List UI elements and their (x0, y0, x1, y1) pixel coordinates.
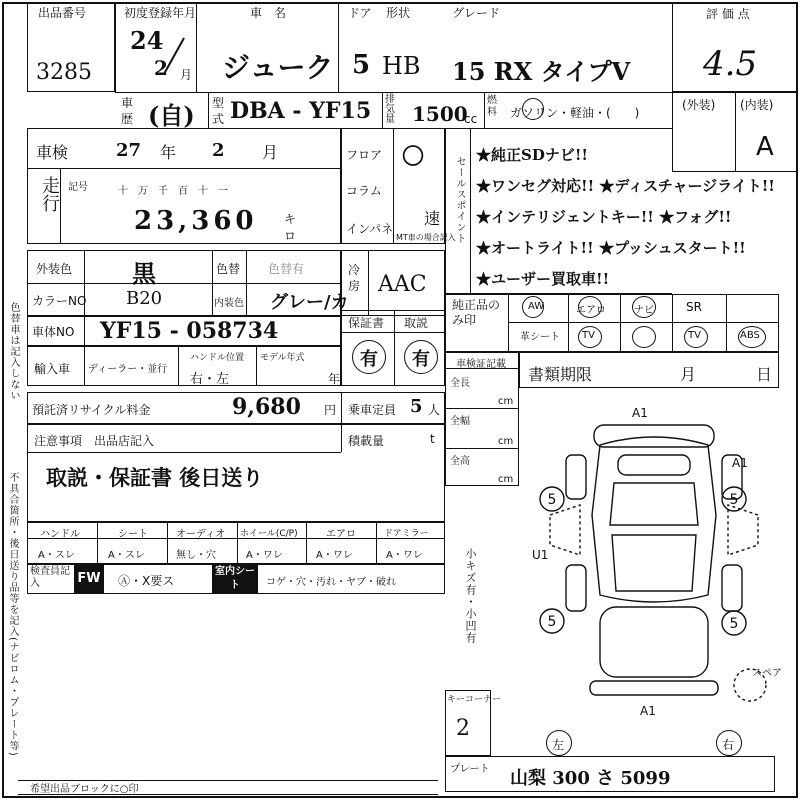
cond-header-audio: オーディオ (176, 529, 226, 540)
recycle-value: 9,680 (232, 394, 301, 420)
interior-color-value: グレー/カ (270, 292, 349, 313)
genuine-tv-2: TV (688, 330, 701, 341)
ac-label: 冷房 (348, 263, 361, 293)
first-reg-label: 初度登録年月 (124, 6, 197, 20)
ac-value: AAC (378, 272, 427, 297)
cond-value-mirror: A・ワレ (386, 550, 423, 561)
car-name: ジューク (222, 51, 334, 84)
sales-point: ★オートライト!! ★プッシュスタート!! (476, 239, 746, 257)
sales-point: ★ユーザー買取車!! (476, 270, 610, 288)
cond-header-mirror: ドアミラー (384, 529, 429, 539)
keys-value: 2 (456, 716, 470, 741)
model-label-2: 式 (212, 112, 225, 126)
reg-month: 2 (154, 56, 168, 80)
genuine-tv-1: TV (582, 330, 595, 341)
load-unit: t (430, 432, 435, 446)
repaint-value: 色替有 (268, 262, 305, 276)
mileage-unit: キロ (284, 212, 297, 243)
grade-value: 15 RX タイプV (452, 57, 631, 86)
docs-month: 月 (680, 365, 697, 384)
shaken-year-unit: 年 (160, 143, 177, 162)
chassis-label: 車体NO (32, 325, 75, 339)
genuine-abs: ABS (740, 330, 760, 341)
spare-label: スペア (752, 668, 782, 679)
plate-label: プレート (450, 764, 490, 775)
keys-label: キーコーナー (447, 695, 502, 705)
displacement-value: 1500 (412, 102, 468, 126)
docs-label: 書類期限 (528, 365, 593, 384)
cc-unit: cc (464, 112, 478, 126)
mark-left-front-wheel: 5 (547, 492, 557, 508)
fuel-label: 燃料 (487, 95, 497, 118)
mark-rear: A1 (640, 704, 656, 715)
dims-length: 全長 (450, 378, 470, 389)
side-note-repaint: 色替車は記入しない (8, 302, 19, 401)
doors-value: 5 (352, 50, 371, 80)
history-label-1: 車 (121, 96, 134, 110)
import-label: 輸入車 (34, 362, 71, 376)
recycle-label: 預託済リサイクル料金 (32, 403, 151, 417)
floor-check: 〇 (402, 144, 425, 170)
mark-right-rear-wheel: 5 (729, 616, 739, 632)
warranty-value: 有 (360, 349, 378, 370)
scratch-label: 小キズ有・小凹有 (464, 548, 477, 644)
color-no-label: カラーNO (32, 294, 87, 308)
mileage-sub: 記号 (68, 182, 88, 193)
notes-label: 注意事項 出品店記入 (34, 434, 155, 448)
score-value: 4.5 (703, 44, 758, 84)
mark-front: A1 (632, 406, 648, 420)
cond-value-seat: A・スレ (108, 550, 145, 561)
car-diagram (520, 395, 790, 715)
dims-height: 全高 (450, 456, 470, 467)
side-note-defects: 不具合箇所・後日送り品等を記入(ナビロム・プレート等) (7, 472, 18, 757)
genuine-navi: ナビ (634, 305, 654, 316)
fw-options: Ⓐ・X要ス (118, 574, 175, 588)
import-dealer: ディーラー・並行 (88, 364, 168, 375)
fuel-options: ガソリン・軽油・( ) (510, 106, 640, 120)
dims-width: 全幅 (450, 416, 470, 427)
recycle-unit: 円 (324, 403, 337, 417)
condition-table (27, 522, 445, 564)
genuine-label: 純正品のみ印 (452, 298, 501, 327)
inpane-label: インパネ (346, 222, 394, 236)
warranty-label: 保証書 (348, 316, 385, 330)
mileage-value: 23,360 (134, 206, 258, 236)
exterior-label: (外装) (682, 98, 716, 112)
model-value: DBA - YF15 (230, 98, 372, 124)
dims-height-unit: cm (498, 474, 514, 485)
shape-label: 形状 (386, 6, 411, 20)
docs-day: 日 (756, 365, 773, 384)
capacity-label: 乗車定員 (348, 403, 397, 417)
floor-label: フロア (346, 148, 383, 162)
capacity-unit: 人 (428, 403, 441, 417)
shaken-label: 車検 (36, 143, 69, 162)
mt-note: MT車の場合記入 (396, 233, 456, 242)
name-label: 車 名 (250, 6, 287, 20)
month-suffix: 月 (180, 68, 193, 82)
lot-number: 3285 (36, 60, 92, 85)
cond-header-seat: シート (118, 529, 148, 540)
shaken-year: 27 (116, 140, 142, 161)
handle-value: 右・左 (190, 372, 230, 387)
sales-points-list (476, 140, 775, 295)
doors-label: ドア (348, 6, 372, 20)
dims-title: 車検証記載 (456, 359, 506, 370)
cond-value-handle: A・スレ (38, 550, 75, 561)
dims-width-unit: cm (498, 436, 514, 447)
mark-left-rear-wheel: 5 (547, 614, 557, 630)
exterior-color-value: 黒 (132, 259, 156, 288)
manual-value: 有 (412, 349, 430, 370)
inspector-label: 検査員記入 (30, 566, 70, 589)
load-label: 積載量 (348, 434, 385, 448)
shaken-month-unit: 月 (262, 143, 279, 162)
capacity-value: 5 (410, 396, 423, 417)
repaint-label: 色替 (216, 262, 241, 276)
genuine-sr: SR (686, 300, 702, 314)
genuine-aero: エアロ (576, 305, 606, 316)
interior-color-label: 内装色 (214, 298, 244, 309)
model-label-1: 型 (212, 96, 225, 110)
sales-points-label: セールスポイント (454, 156, 465, 244)
seat-options: コゲ・穴・汚れ・ヤブ・破れ (266, 577, 396, 588)
color-no-value: B20 (126, 288, 163, 309)
history-label-2: 歴 (121, 112, 134, 126)
reg-year: 24 (130, 26, 164, 55)
mark-left: U1 (532, 548, 549, 562)
grade-label: グレード (452, 6, 501, 20)
fw-label: FW (74, 564, 104, 594)
shape-value: HB (382, 52, 421, 80)
mileage-label: 走行 (39, 176, 60, 212)
mark-right-front-wheel: 5 (729, 492, 739, 508)
interior-label: (内装) (740, 98, 774, 112)
interior-seat-label: 室内シート (212, 564, 258, 594)
score-label: 評 価 点 (706, 7, 750, 21)
cond-value-aero: A・ワレ (316, 550, 353, 561)
exterior-color-label: 外装色 (36, 262, 73, 276)
plate-value: 山梨 300 さ 5099 (510, 768, 671, 789)
model-year-unit: 年 (328, 372, 341, 386)
cond-value-audio: 無し・穴 (176, 550, 216, 561)
cond-header-handle: ハンドル (40, 529, 80, 540)
sales-point: ★ワンセグ対応!! ★ディスチャージライト!! (476, 177, 775, 195)
mt-speed: 速 (424, 209, 441, 228)
manual-label: 取説 (404, 316, 429, 330)
left-label: 左 (552, 738, 565, 752)
fuel-gasoline-circle (522, 98, 544, 120)
cond-header-aero: エアロ (326, 529, 356, 540)
cond-header-wheel: ホイール(C/P) (240, 529, 298, 539)
chassis-value: YF15 - 058734 (100, 318, 279, 344)
digits-header: 十 万 千 百 十 一 (118, 186, 228, 197)
genuine-leather: 革シート (520, 332, 560, 343)
interior-grade: A (756, 132, 774, 162)
right-label: 右 (722, 738, 735, 752)
mark-front-right: A1 (732, 456, 748, 470)
sales-point: ★インテリジェントキー!! ★フォグ!! (476, 208, 732, 226)
handle-label: ハンドル位置 (190, 353, 245, 363)
displacement-label: 排気量 (385, 94, 395, 125)
dims-length-unit: cm (498, 396, 514, 407)
column-label: コラム (346, 184, 382, 198)
notes-text: 取説・保証書 後日送り (46, 465, 264, 490)
cond-value-wheel: A・ワレ (246, 550, 283, 561)
sales-point: ★純正SDナビ!! (476, 146, 589, 164)
history-value: (自) (148, 101, 195, 130)
lot-label: 出品番号 (38, 6, 87, 20)
shaken-month: 2 (212, 140, 225, 161)
genuine-aw: AW (528, 301, 545, 312)
model-year-label: モデル年式 (260, 353, 305, 363)
block-label: 希望出品ブロックに○印 (30, 784, 139, 795)
